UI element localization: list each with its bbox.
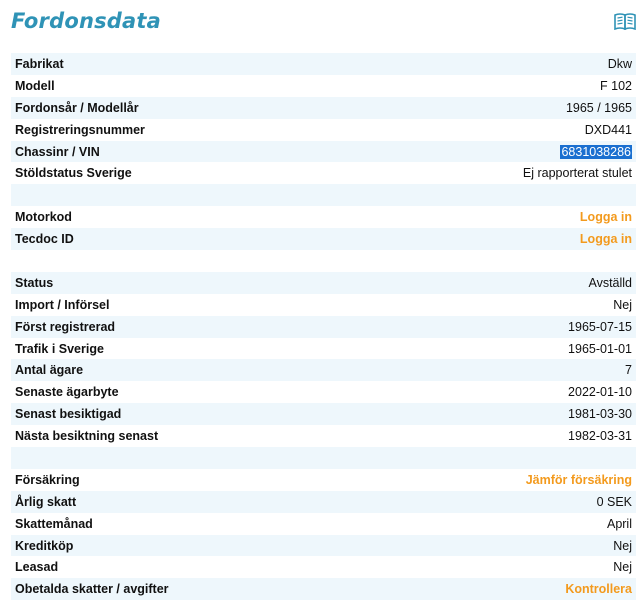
row-label: Skattemånad [15,516,93,531]
row-label: Nästa besiktning senast [15,429,159,444]
row-value: 7 [625,363,632,378]
row-value: 1965-01-01 [568,341,632,356]
row-senast-besiktigad [11,403,636,425]
row-forsakring [11,469,636,491]
row-nasta-besiktning-senast [11,425,636,447]
row-import-inforsel [11,294,636,316]
vehicle-data-table [11,53,636,600]
row-label: Antal ägare [15,363,84,378]
row-tecdoc-id [11,228,636,250]
row-label: Fabrikat [15,56,64,71]
row-label: Status [15,275,54,290]
row-skattemanad [11,513,636,535]
row-label: Obetalda skatter / avgifter [15,582,169,597]
row-label: Senaste ägarbyte [15,385,119,400]
row-kreditkop [11,535,636,557]
row-value: Avställd [588,275,632,290]
row-label: Import / Införsel [15,297,110,312]
row-value: 0 SEK [596,494,632,509]
row-motorkod [11,206,636,228]
row-antal-agare [11,359,636,381]
row-registreringsnummer [11,119,636,141]
row-label: Årlig skatt [15,494,77,509]
row-arlig-skatt [11,491,636,513]
row-value: DXD441 [584,122,632,137]
row-value: 1965 / 1965 [565,100,632,115]
row-label: Chassinr / VIN [15,144,100,159]
row-value: 1965-07-15 [568,319,632,334]
row-value: Nej [613,297,632,312]
row-spacer [11,447,636,469]
row-value: Nej [613,538,632,553]
row-status [11,272,636,294]
vehicle-data-header [11,0,636,44]
row-label: Registreringsnummer [15,122,145,137]
row-stoldstatus-sverige [11,162,636,184]
row-action-link[interactable]: Logga in [579,232,632,247]
row-value: Dkw [607,56,632,71]
row-value: 2022-01-10 [568,385,632,400]
row-label: Fordonsår / Modellår [15,100,139,115]
row-modell [11,75,636,97]
row-label: Först registrerad [15,319,116,334]
row-chassinr-vin [11,141,636,163]
row-label: Stöldstatus Sverige [15,166,132,181]
row-obetalda-skatter-avgifter [11,578,636,600]
row-value: April [606,516,632,531]
row-value: Nej [613,560,632,575]
row-label: Motorkod [15,210,72,225]
row-label: Tecdoc ID [15,232,74,247]
row-action-link[interactable]: Jämför försäkring [525,472,632,487]
row-label: Försäkring [15,472,80,487]
row-action-link[interactable]: Logga in [579,210,632,225]
row-label: Kreditköp [15,538,74,553]
row-spacer [11,250,636,272]
row-value: 6831038286 [561,144,631,159]
row-leasad [11,556,636,578]
row-value: 1982-03-31 [568,429,632,444]
row-fordonsar-modellar [11,97,636,119]
row-label: Modell [15,78,55,93]
row-value: Ej rapporterat stulet [522,166,632,181]
row-label: Leasad [15,560,59,575]
row-fabrikat [11,53,636,75]
row-senaste-agarbyte [11,381,636,403]
row-trafik-i-sverige [11,338,636,360]
row-forst-registrerad [11,316,636,338]
row-label: Trafik i Sverige [15,341,104,356]
row-action-link[interactable]: Kontrollera [565,582,632,597]
row-spacer [11,184,636,206]
book-icon[interactable] [614,13,636,30]
row-value: F 102 [600,78,632,93]
page-title: Fordonsdata [11,9,162,33]
row-value: 1981-03-30 [568,407,632,422]
row-label: Senast besiktigad [15,407,122,422]
